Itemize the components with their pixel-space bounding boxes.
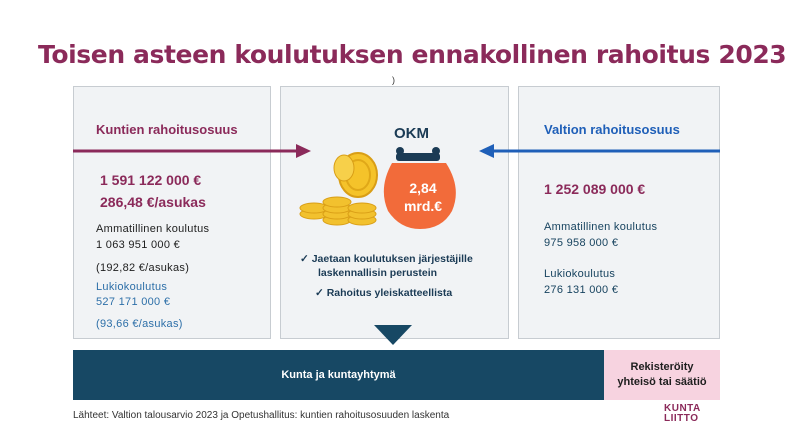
state-voc-amount: 975 958 000 € (544, 237, 619, 249)
okm-label: OKM (394, 125, 429, 142)
municipal-hs-amount: 527 171 000 € (96, 296, 171, 308)
municipal-share-label: Kuntien rahoitusosuus (96, 122, 238, 137)
municipal-voc-label: Ammatillinen koulutus (96, 223, 210, 235)
municipal-per-capita: 286,48 €/asukas (100, 194, 206, 210)
state-hs-label: Lukiokoulutus (544, 268, 616, 280)
arrow-left-icon (479, 144, 720, 158)
state-voc-label: Ammatillinen koulutus (544, 221, 658, 233)
municipality-bar-label: Kunta ja kuntayhtymä (281, 369, 396, 381)
check-icon: ✓ (315, 287, 327, 299)
municipal-hs-per-capita: (93,66 €/asukas) (96, 318, 183, 330)
municipal-hs-label: Lukiokoulutus (96, 281, 168, 293)
page-title: Toisen asteen koulutuksen ennakollinen rahoitus 2023 (38, 40, 787, 69)
stray-mark: ) (392, 75, 395, 85)
bullet-general-funding: ✓ Rahoitus yleiskatteellista (315, 287, 453, 299)
bullet-distribution-cont: laskennallisin perustein (318, 267, 438, 279)
municipal-voc-per-capita: (192,82 €/asukas) (96, 262, 190, 274)
municipal-voc-amount: 1 063 951 000 € (96, 239, 181, 251)
sources-footnote: Lähteet: Valtion talousarvio 2023 ja Opetushallitus: kuntien rahoitusosuuden laskenta (73, 410, 450, 421)
bullet-distribution: ✓ Jaetaan koulutuksen järjestäjille (300, 253, 473, 265)
state-total: 1 252 089 000 € (544, 181, 646, 197)
down-triangle-icon (374, 325, 412, 345)
state-hs-amount: 276 131 000 € (544, 284, 619, 296)
municipal-total: 1 591 122 000 € (100, 172, 202, 188)
purse-amount: 2,84 mrd.€ (403, 180, 443, 214)
kuntaliitto-logo: KUNTA LIITTO (664, 403, 701, 424)
registered-entity-label: Rekisteröity yhteisö tai säätiö (617, 361, 707, 388)
check-icon: ✓ (300, 253, 312, 265)
arrow-right-icon (73, 144, 311, 158)
state-share-label: Valtion rahoitusosuus (544, 122, 680, 137)
